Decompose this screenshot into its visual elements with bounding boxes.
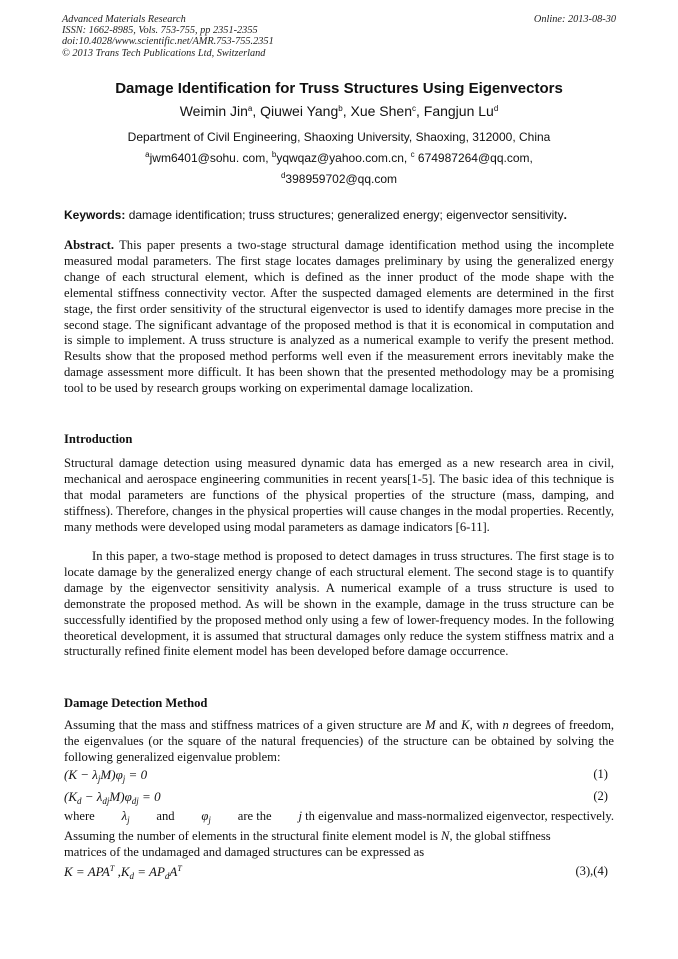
doi-line: doi:10.4028/www.scientific.net/AMR.753-755.2351 — [62, 36, 274, 48]
method-paragraph-2: where $\lambda_j$ and $\varphi_j$ are the j th eigenvalue and mass-normalized eigenvector, respectively. Assuming the number of elements in the structural finite element model is N, the global stiffness matrices of the undamaged and damaged structures can be expressed as — [64, 809, 614, 859]
abstract-label: Abstract. — [64, 238, 115, 252]
keywords-label: Keywords: — [64, 208, 126, 222]
email-mark: b — [271, 150, 277, 159]
email-d[interactable]: 398959702@qq.com — [285, 172, 398, 186]
email-line-2 — [40, 172, 638, 186]
email-line-1 — [40, 151, 638, 165]
math-phi: $\varphi_j$ — [201, 809, 211, 825]
method-paragraph-1: Assuming that the mass and stiffness matrices of a given structure are M and K, with n degrees of freedom, the eigenvalues (or the square of the natural frequencies) of the structure can be obtained by solving the following generalized eigenvalue problem: — [64, 718, 615, 764]
equation-number: (2) — [593, 789, 608, 803]
math-j: j — [298, 809, 302, 823]
copyright-line: © 2013 Trans Tech Publications Ltd, Switzerland — [62, 47, 266, 59]
math-lambda: $\lambda_j$ — [121, 809, 130, 825]
email-mark: d — [280, 171, 286, 180]
math-M: M — [425, 718, 436, 732]
math-N: N — [441, 828, 450, 843]
email-c[interactable]: 674987264@qq.com, — [414, 151, 533, 165]
intro-paragraph-1: Structural damage detection using measured dynamic data has emerged as a new research area in civil, mechanical and aerospace engineering communities in recent years[1-5]. The basic idea of this technique is that modal parameters are functions of the physical properties of the structure (mass, damping, and stiffness). Therefore, changes in the physical properties will cause changes in the modal properties. Recently, many methods were developed using modal parameters as damage indicators [6-11]. — [64, 456, 614, 534]
author-name: Fangjun Lu — [423, 103, 494, 119]
email-mark: c — [410, 150, 415, 159]
email-b[interactable]: yqwqaz@yahoo.com.cn, — [276, 151, 411, 165]
journal-name: Advanced Materials Research — [62, 14, 186, 25]
intro-paragraph-2: In this paper, a two-stage method is proposed to detect damages in truss structures. The first stage is to locate damage by the generalized energy change of each structural element. The second stage is to quantify damage by the eigenvector sensitivity analysis. A numerical example of a truss structure is used to demonstrate the proposed method. As will be shown in the example, damage in the truss structure can be successfully identified by the proposed method only using a few of lower-frequency modes. In the following theoretical development, it is assumed that structural damages only reduce the system stiffness matrix and a structurally refined finite element model has been developed before damage occurrence. — [64, 549, 614, 659]
abstract-text: This paper presents a two-stage structural damage identification method using the incomplete measured modal parameters. The first stage locates damages preliminary by using the generalized energy change of each structural element, which is defined as the inner product of the mode shape with the elemental stiffness connectivity vector. After the suspected damaged elements are determined in the first stage, the first order sensitivity of the structural eigenvector is used to identify damages more precise in the second stage. The significant advantage of the proposed method is that it is economical in computation and is simple to implement. A truss structure is analyzed as a numerical example to verify the present method. Results show that the proposed method performs well even if the measurement errors inevitably make the damage assessment more difficult. It has been shown that the presented methodology may be a promising tool to be used by research groups working on experimental damage localization. — [64, 238, 615, 396]
affiliation: Department of Civil Engineering, Shaoxing University, Shaoxing, 312000, China — [127, 130, 551, 144]
author-name: Weimin Jin — [179, 103, 248, 119]
author-name: Xue Shen — [350, 103, 412, 119]
author-separator: , — [415, 103, 424, 119]
email-a[interactable]: jwm6401@sohu. com, — [149, 151, 272, 165]
online-date: Online: 2013-08-30 — [533, 14, 616, 25]
author-list — [40, 103, 638, 119]
equation-number: (3),(4) — [575, 864, 608, 878]
equation-2: $(K_d - \lambda_{dj}M)\varphi_{dj} = 0$ (2) — [64, 789, 608, 806]
author-separator: , — [252, 103, 261, 119]
email-mark: a — [145, 150, 150, 159]
keywords: Keywords: damage identification; truss structures; generalized energy; eigenvector sensitivity. — [64, 208, 567, 222]
author-name: Qiuwei Yang — [260, 103, 339, 119]
author-mark: c — [411, 104, 416, 113]
issn-line: ISSN: 1662-8985, Vols. 753-755, pp 2351-2355 — [62, 25, 258, 37]
keywords-text: damage identification; truss structures; generalized energy; eigenvector sensitivity — [128, 208, 564, 222]
paper-title: Damage Identification for Truss Structures Using Eigenvectors — [115, 80, 563, 97]
equation-1: $(K - \lambda_jM)\varphi_j = 0$ (1) — [64, 767, 608, 784]
author-mark: d — [493, 104, 499, 113]
math-K: K — [461, 718, 470, 732]
math-n: n — [502, 718, 509, 732]
abstract — [64, 238, 614, 397]
author-mark: b — [338, 104, 343, 113]
journal-header — [62, 14, 616, 59]
equation-number: (1) — [593, 767, 608, 781]
author-separator: , — [342, 103, 351, 119]
author-mark: a — [247, 104, 253, 113]
equation-3-4: $K = APA^T$ $,K_d = AP_dA^T$ (3),(4) — [64, 864, 608, 881]
section-heading-introduction: Introduction — [64, 432, 133, 446]
section-heading-method: Damage Detection Method — [64, 696, 208, 710]
